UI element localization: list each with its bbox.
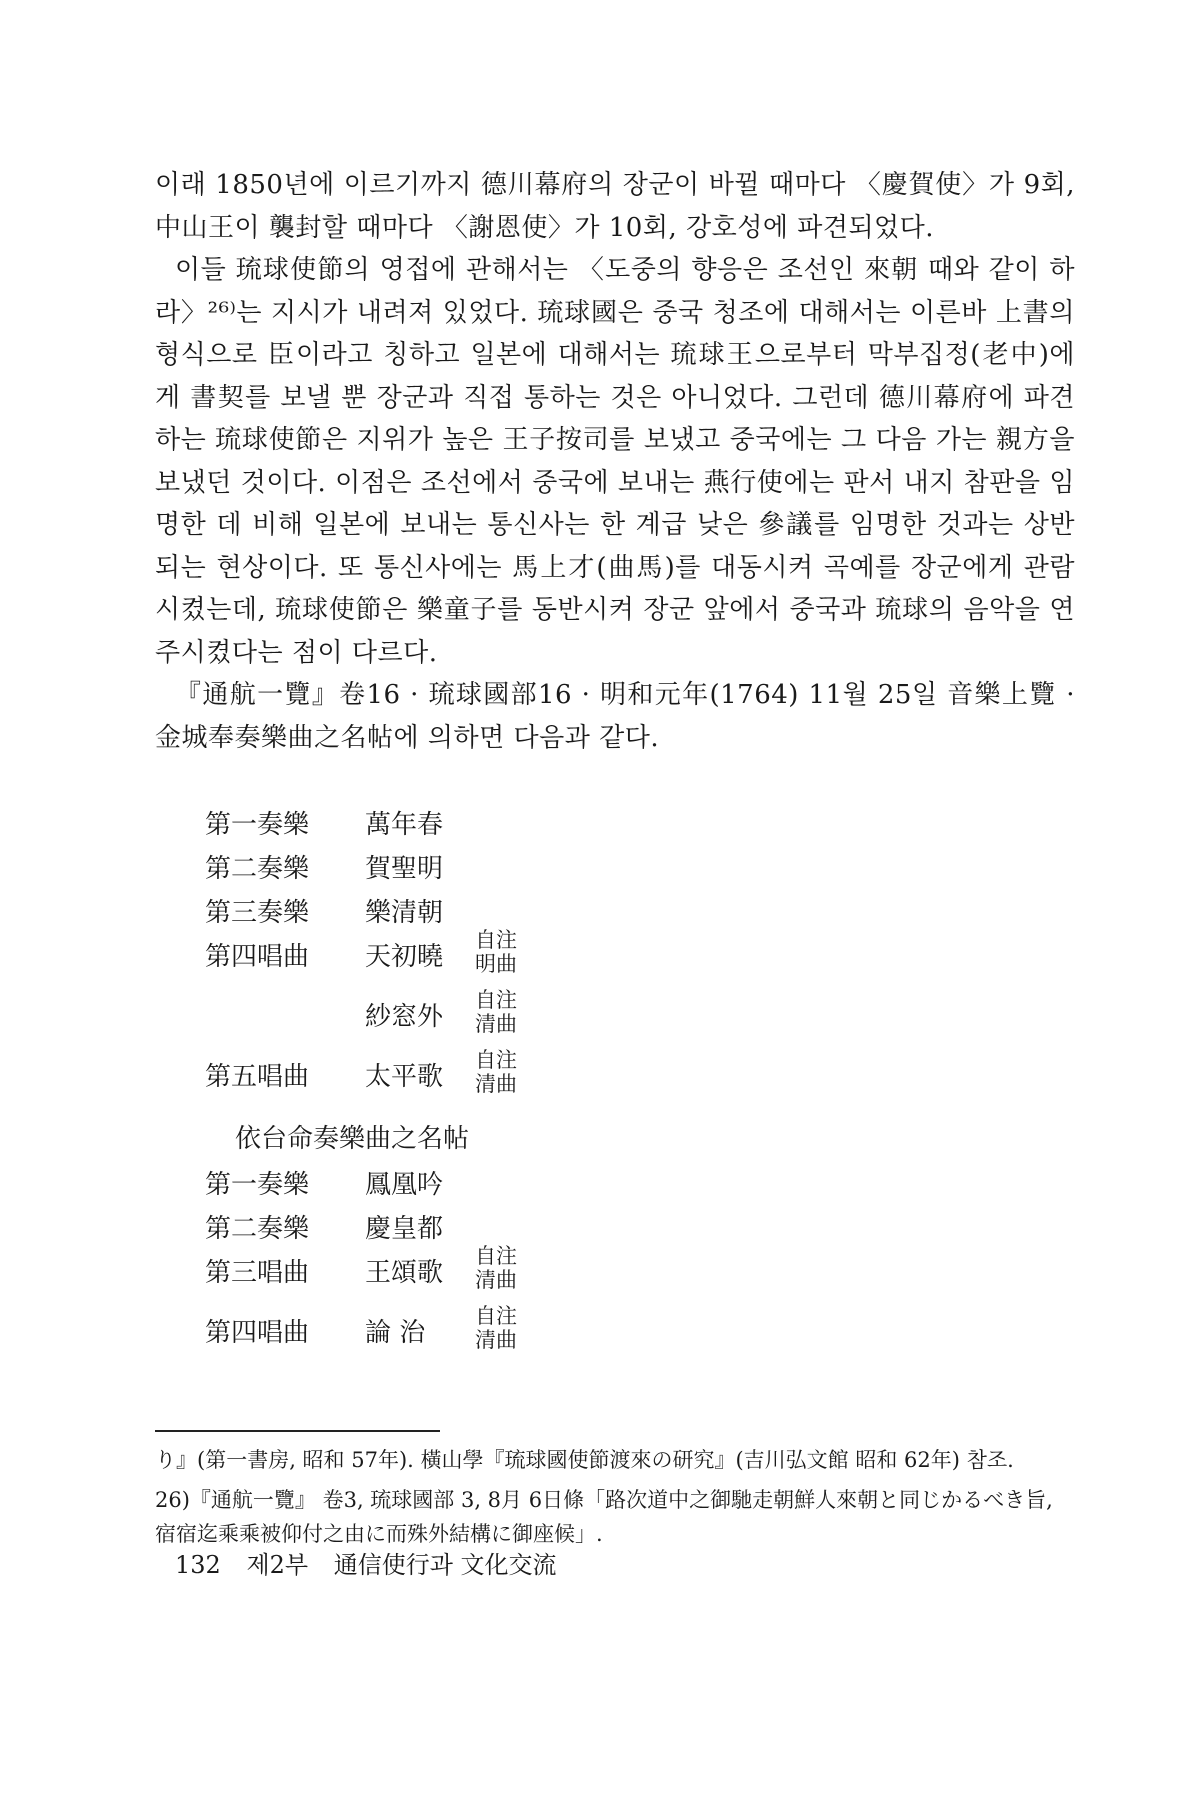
program-label: 第四唱曲 bbox=[205, 942, 310, 972]
program-row bbox=[205, 1304, 705, 1368]
footnote-continuation: り』(第一書房, 昭和 57年). 橫山學『琉球國使節渡來の研究』(吉川弘文館 昭和 62年) 참조. bbox=[155, 1448, 1014, 1472]
program-label: 第五唱曲 bbox=[205, 1062, 310, 1092]
page-number: 132 bbox=[175, 1551, 221, 1579]
program-note: 自注 明曲 bbox=[475, 928, 517, 976]
program-row bbox=[205, 988, 705, 1052]
program-title: 太平歌 bbox=[365, 1062, 444, 1092]
program-note: 自注 清曲 bbox=[475, 988, 517, 1036]
program-row bbox=[205, 888, 705, 932]
program-note: 自注 清曲 bbox=[475, 1304, 517, 1352]
program-title: 賀聖明 bbox=[365, 854, 444, 884]
part-label: 제2부 bbox=[246, 1551, 309, 1579]
program-label: 第三唱曲 bbox=[205, 1258, 310, 1288]
program-note: 自注 清曲 bbox=[475, 1244, 517, 1292]
footnote-26: 26)『通航一覽』 卷3, 琉球國部 3, 8月 6日條「路次道中之御馳走朝鮮人來朝と同じかるべき旨, 宿宿迄乘乘被仰付之由に而殊外結構に御座候」. bbox=[155, 1488, 1053, 1546]
footnote-divider bbox=[155, 1430, 440, 1432]
paragraph-1: 이래 1850년에 이르기까지 德川幕府의 장군이 바뀔 때마다 〈慶賀使〉가 9회, 中山王이 襲封할 때마다 〈謝恩使〉가 10회, 강호성에 파견되었다. bbox=[155, 170, 1075, 243]
page-footer bbox=[175, 1545, 575, 1580]
program-title: 天初曉 bbox=[365, 942, 444, 972]
program-row bbox=[205, 1204, 705, 1248]
program-subheading: 依台命奏樂曲之名帖 bbox=[235, 1124, 470, 1154]
paragraph-2: 이들 琉球使節의 영접에 관해서는 〈도중의 향응은 조선인 來朝 때와 같이 하라〉²⁶⁾는 지시가 내려져 있었다. 琉球國은 중국 청조에 대해서는 이른바 上書의 형식으로 臣이라고 칭하고 일본에 대해서는 琉球王으로부터 막부집정(老中)에게 書契를 보낼 뿐 장군과 직접 통하는 것은 아니었다. 그런데 德川幕府에 파견하는 琉球使節은 지위가 높은 王子按司를 보냈고 중국에는 그 다음 가는 親方을 보냈던 것이다. 이점은 조선에서 중국에 보내는 燕行使에는 판서 내지 참판을 임명한 데 비해 일본에 보내는 통신사는 한 계급 낮은 參議를 임명한 것과는 상반되는 현상이다. 또 통신사에는 馬上才(曲馬)를 대동시켜 곡예를 장군에게 관람시켰는데, 琉球使節은 樂童子를 동반시켜 장군 앞에서 중국과 琉球의 음악을 연주시켰다는 점이 다르다. bbox=[155, 255, 1075, 668]
main-text bbox=[155, 164, 1075, 759]
footnotes bbox=[155, 1443, 1075, 1551]
program-label: 第一奏樂 bbox=[205, 810, 310, 840]
program-label: 第一奏樂 bbox=[205, 1170, 310, 1200]
program-title: 鳳凰吟 bbox=[365, 1170, 444, 1200]
program-label: 第二奏樂 bbox=[205, 854, 310, 884]
program-title: 紗窓外 bbox=[365, 1002, 444, 1032]
program-row bbox=[205, 1048, 705, 1112]
program-title: 王頌歌 bbox=[365, 1258, 444, 1288]
program-row bbox=[205, 928, 705, 992]
program-row bbox=[205, 844, 705, 888]
program-label: 第四唱曲 bbox=[205, 1318, 310, 1348]
music-program-list bbox=[205, 800, 705, 1368]
program-row bbox=[205, 1244, 705, 1308]
program-row bbox=[205, 1160, 705, 1204]
program-note: 自注 清曲 bbox=[475, 1048, 517, 1096]
program-title: 慶皇都 bbox=[365, 1214, 444, 1244]
program-row bbox=[205, 800, 705, 844]
program-title: 萬年春 bbox=[365, 810, 444, 840]
program-title: 樂清朝 bbox=[365, 898, 444, 928]
program-label: 第三奏樂 bbox=[205, 898, 310, 928]
program-label: 第二奏樂 bbox=[205, 1214, 310, 1244]
program-title: 論 治 bbox=[365, 1318, 426, 1348]
running-title: 通信使行과 文化交流 bbox=[333, 1551, 557, 1579]
paragraph-3: 『通航一覽』卷16 · 琉球國部16 · 明和元年(1764) 11월 25일 音樂上覽 · 金城奉奏樂曲之名帖에 의하면 다음과 같다. bbox=[155, 680, 1075, 753]
